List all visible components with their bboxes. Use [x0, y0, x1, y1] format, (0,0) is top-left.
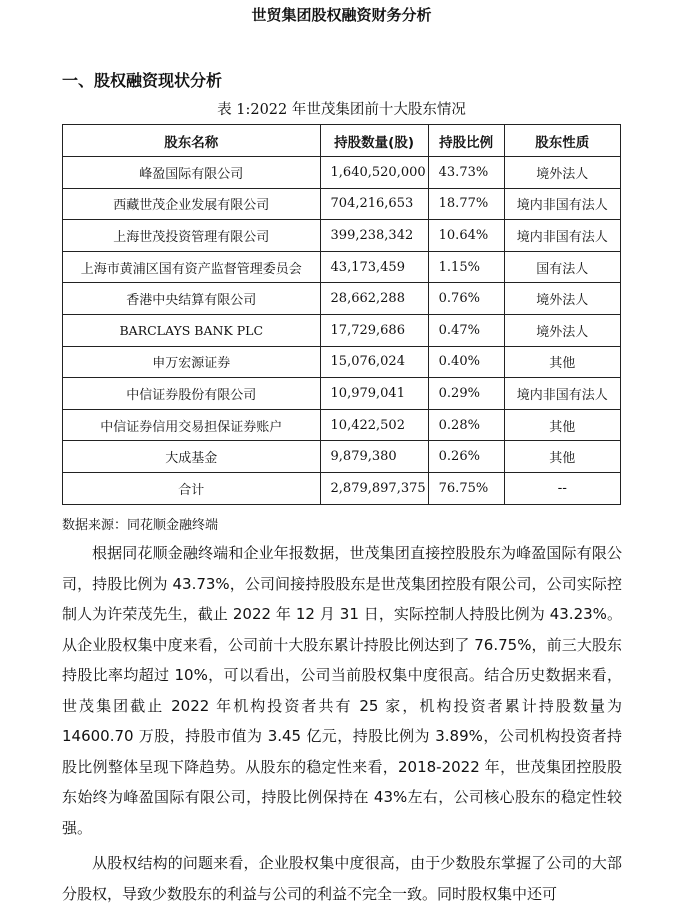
share-count: 15,076,024 [320, 346, 428, 378]
holder-name: 中信证券信用交易担保证券账户 [63, 409, 321, 441]
share-ratio: 0.40% [428, 346, 504, 378]
holder-type: 其他 [504, 346, 620, 378]
body-paragraph: 根据同花顺金融终端和企业年报数据，世茂集团直接控股股东为峰盈国际有限公司，持股比例为 43.73%，公司间接持股股东是世茂集团控股有限公司，公司实际控制人为许荣茂先生，截止 2022 年 12 月 31 日，实际控制人持股比例为 43.23%。从企业股权集中度来看，公司前十大股东累计持股比例达到了 76.75%，前三大股东持股比率均超过 10%，可以看出，公司当前股权集中度很高。结合历史数据来看，世茂集团截止 2022 年机构投资者共有 25 家，机构投资者累计持股数量为 14600.70 万股，持股市值为 3.45 亿元，持股比例为 3.89%，公司机构投资者持股比例整体呈现下降趋势。从股东的稳定性来看，2018-2022 年，世茂集团控股股东始终为峰盈国际有限公司，持股比例保持在 43%左右，公司核心股东的稳定性较强。 [62, 544, 622, 837]
holder-type: 境外法人 [504, 283, 620, 315]
holder-name: 香港中央结算有限公司 [63, 283, 321, 315]
section-heading: 一、股权融资现状分析 [62, 71, 223, 90]
table-row [63, 346, 621, 378]
holder-type: 其他 [504, 409, 620, 441]
share-count: 10,979,041 [320, 378, 428, 410]
body-paragraph: 从股权结构的问题来看，企业股权集中度很高，由于少数股东掌握了公司的大部分股权，导致少数股东的利益与公司的利益不完全一致。同时股权集中还可 [62, 854, 622, 903]
share-ratio: 18.77% [428, 188, 504, 220]
table-header-row [63, 125, 621, 157]
column-header-share-ratio: 持股比例 [428, 125, 504, 157]
total-holder-type: -- [504, 472, 620, 504]
share-count: 704,216,653 [320, 188, 428, 220]
table-caption: 表 1:2022 年世茂集团前十大股东情况 [217, 102, 466, 118]
column-header-share-count: 持股数量(股) [320, 125, 428, 157]
holder-name: 中信证券股份有限公司 [63, 378, 321, 410]
holder-name: 上海市黄浦区国有资产监督管理委员会 [63, 251, 321, 283]
table-row [63, 441, 621, 473]
holder-name: 上海世茂投资管理有限公司 [63, 220, 321, 252]
share-count: 1,640,520,000 [320, 157, 428, 189]
share-ratio: 0.29% [428, 378, 504, 410]
share-ratio: 1.15% [428, 251, 504, 283]
holder-name: 西藏世茂企业发展有限公司 [63, 188, 321, 220]
table-row [63, 409, 621, 441]
holder-name: 大成基金 [63, 441, 321, 473]
holder-type: 国有法人 [504, 251, 620, 283]
share-count: 399,238,342 [320, 220, 428, 252]
holder-name: 申万宏源证券 [63, 346, 321, 378]
table-row [63, 220, 621, 252]
table-total-row [63, 472, 621, 504]
holder-type: 境内非国有法人 [504, 220, 620, 252]
share-count: 43,173,459 [320, 251, 428, 283]
total-label: 合计 [63, 472, 321, 504]
table-row [63, 251, 621, 283]
share-count: 9,879,380 [320, 441, 428, 473]
share-count: 10,422,502 [320, 409, 428, 441]
total-share-ratio: 76.75% [428, 472, 504, 504]
table-row [63, 378, 621, 410]
holder-type: 境内非国有法人 [504, 378, 620, 410]
table-row [63, 188, 621, 220]
holder-type: 境外法人 [504, 157, 620, 189]
column-header-holder-name: 股东名称 [63, 125, 321, 157]
share-count: 17,729,686 [320, 314, 428, 346]
holder-type: 境外法人 [504, 314, 620, 346]
share-ratio: 10.64% [428, 220, 504, 252]
shareholders-table [62, 124, 621, 505]
share-ratio: 0.76% [428, 283, 504, 315]
holder-name: 峰盈国际有限公司 [63, 157, 321, 189]
table-row [63, 283, 621, 315]
holder-type: 其他 [504, 441, 620, 473]
table-row [63, 314, 621, 346]
share-ratio: 0.28% [428, 409, 504, 441]
holder-name: BARCLAYS BANK PLC [63, 314, 321, 346]
total-share-count: 2,879,897,375 [320, 472, 428, 504]
holder-type: 境内非国有法人 [504, 188, 620, 220]
share-ratio: 0.47% [428, 314, 504, 346]
document-title: 世贸集团股权融资财务分析 [251, 6, 432, 24]
data-source-note: 数据来源：同花顺金融终端 [62, 518, 219, 533]
column-header-holder-type: 股东性质 [504, 125, 620, 157]
share-ratio: 0.26% [428, 441, 504, 473]
table-row [63, 157, 621, 189]
share-ratio: 43.73% [428, 157, 504, 189]
share-count: 28,662,288 [320, 283, 428, 315]
